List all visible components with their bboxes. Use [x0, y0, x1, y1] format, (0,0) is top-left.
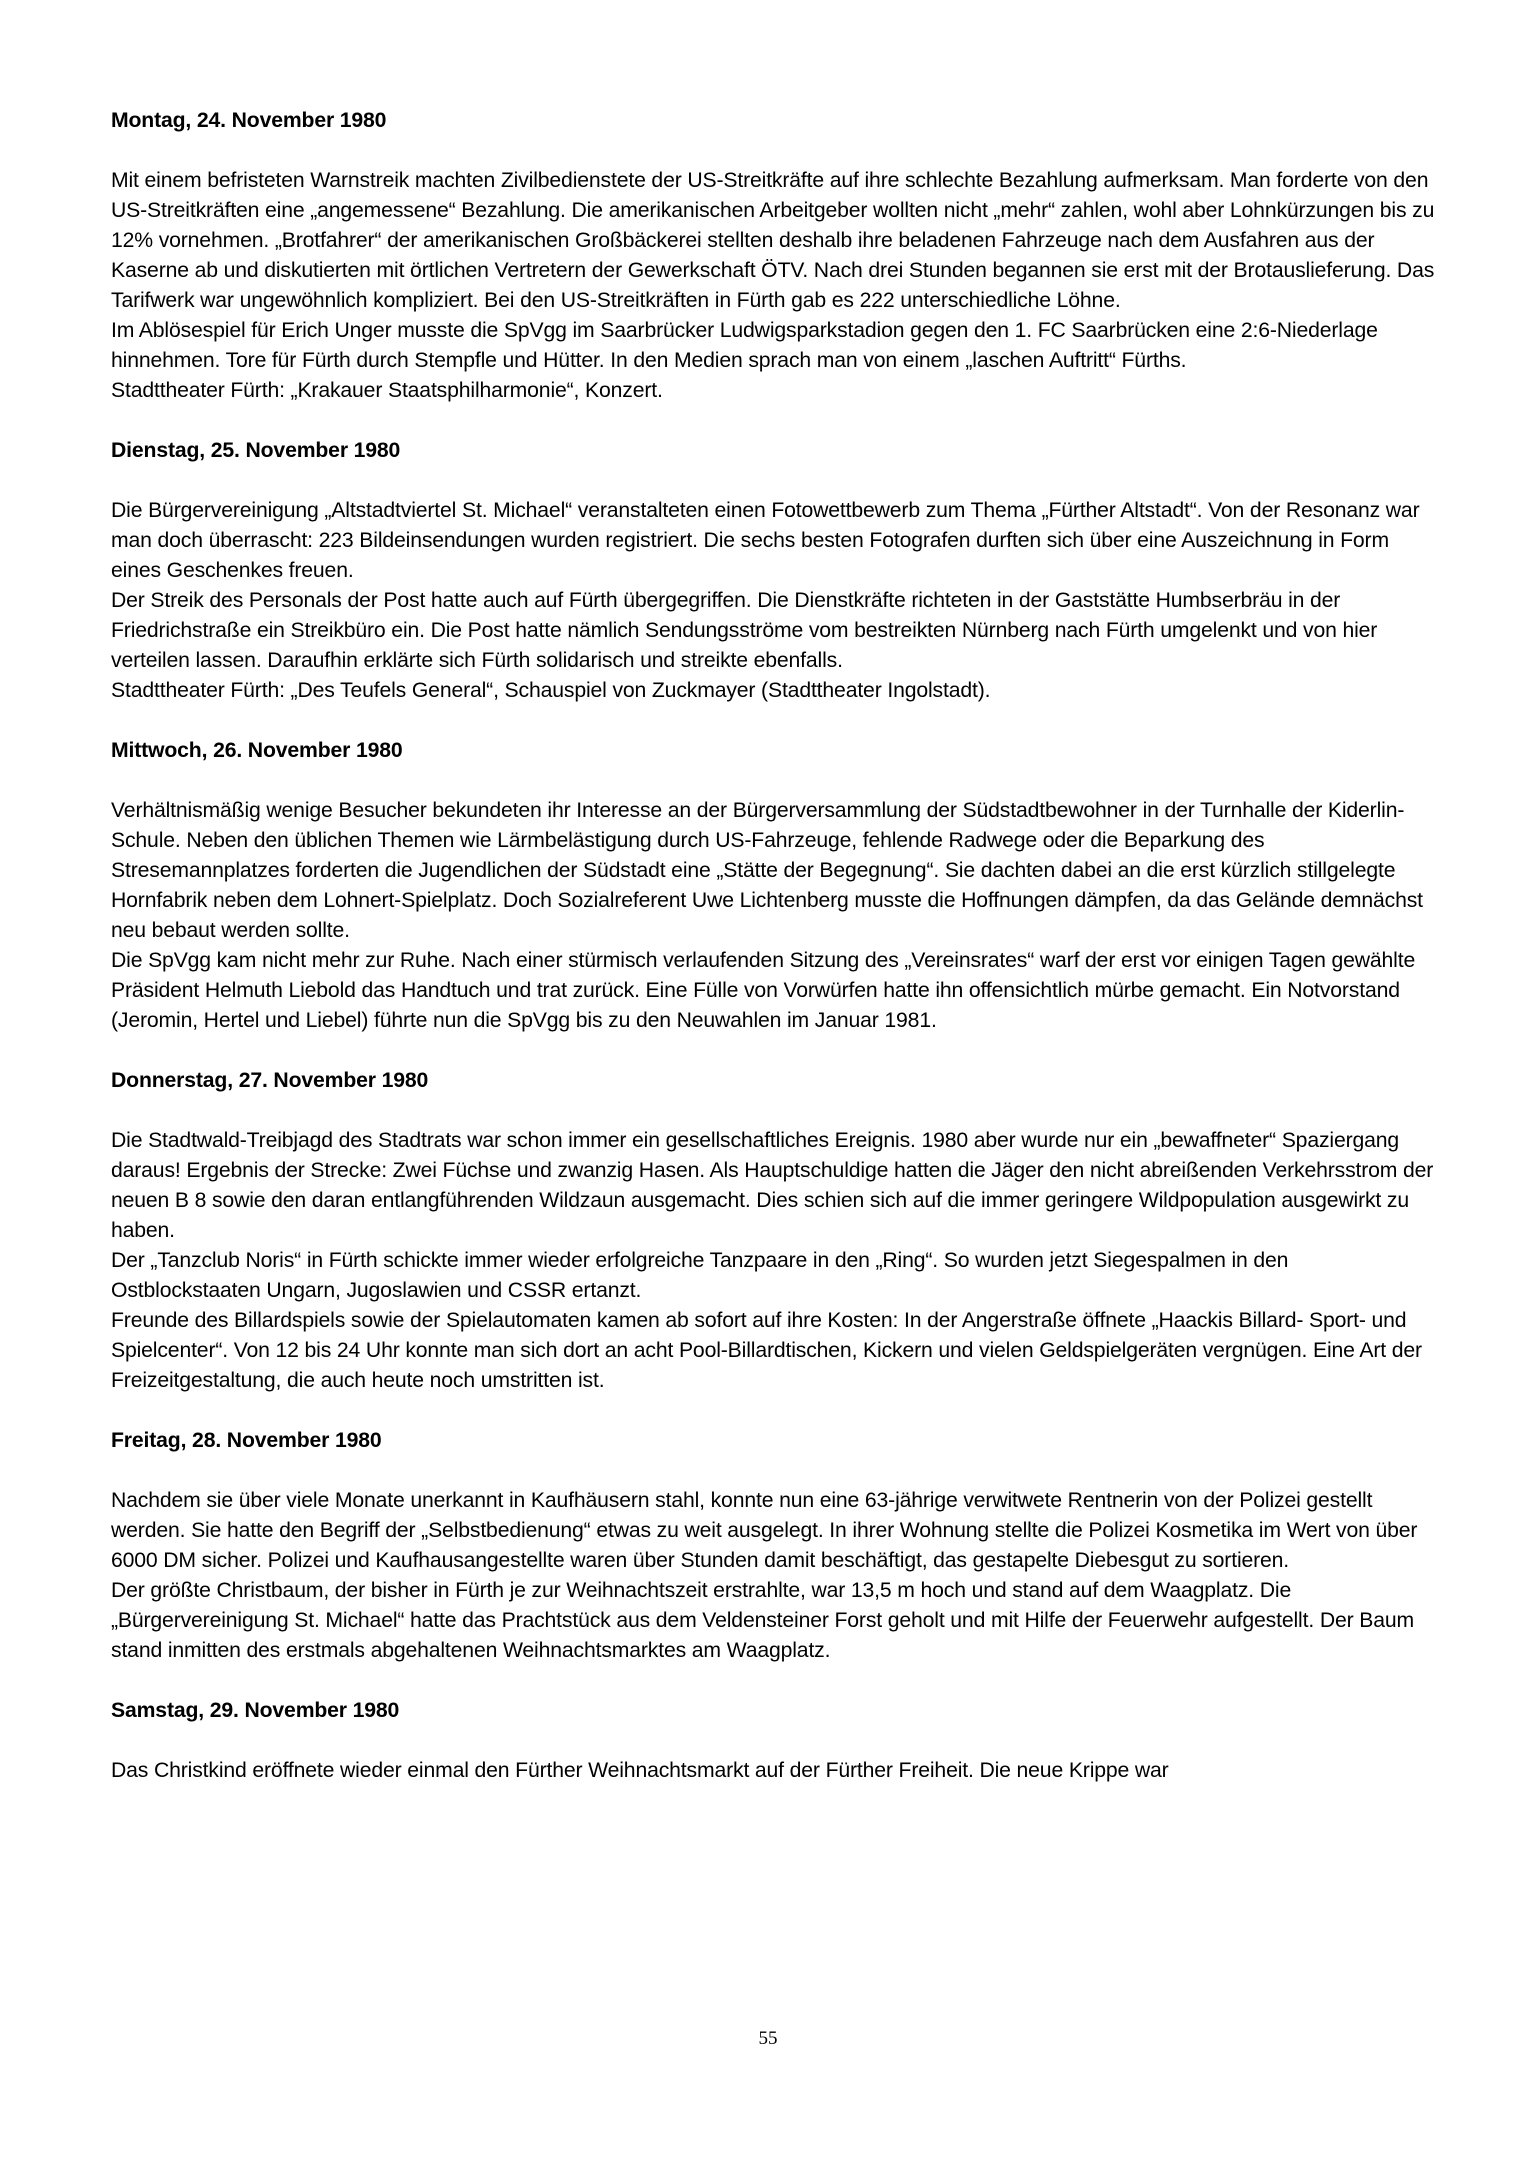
paragraph: Der größte Christbaum, der bisher in Fürth je zur Weihnachtszeit erstrahlte, war 13,5 m hoch und stand auf dem Waagplatz. Die „Bürgervereinigung St. Michael“ hatte das Prachtstück aus dem Veldensteiner Forst geholt und mit Hilfe der Feuerwehr aufgestellt. Der Baum stand inmitten des erstmals abgehaltenen Weihnachtsmarktes am Waagplatz. — [111, 1579, 1414, 1662]
paragraph: Die Stadtwald-Treibjagd des Stadtrats war schon immer ein gesellschaftliches Ereignis. 1980 aber wurde nur ein „bewaffneter“ Spaziergang daraus! Ergebnis der Strecke: Zwei Füchse und zwanzig Hasen. Als Hauptschuldige hatten die Jäger den nicht abreißenden Verkehrsstrom der neuen B 8 sowie den daran entlangführenden Wildzaun ausgemacht. Dies schien sich auf die immer geringere Wildpopulation ausgewirkt zu haben. — [111, 1129, 1434, 1242]
paragraph: Mit einem befristeten Warnstreik machten Zivilbedienstete der US-Streitkräfte auf ihre schlechte Bezahlung aufmerksam. Man forderte von den US-Streitkräften eine „angemessene“ Bezahlung. Die amerikanischen Arbeitgeber wollten nicht „mehr“ zahlen, wohl aber Lohnkürzungen bis zu 12% vornehmen. „Brotfahrer“ der amerikanischen Großbäckerei stellten deshalb ihre beladenen Fahrzeuge nach dem Ausfahren aus der Kaserne ab und diskutierten mit örtlichen Vertretern der Gewerkschaft ÖTV. Nach drei Stunden begannen sie erst mit der Brotauslieferung. Das Tarifwerk war ungewöhnlich kompliziert. Bei den US-Streitkräften in Fürth gab es 222 unterschiedliche Löhne. — [111, 169, 1435, 312]
day-section-tuesday — [111, 436, 1441, 706]
day-heading: Dienstag, 25. November 1980 — [111, 439, 401, 462]
day-heading: Mittwoch, 26. November 1980 — [111, 739, 403, 762]
page-number: 55 — [758, 2028, 778, 2049]
paragraph: Stadttheater Fürth: „Krakauer Staatsphilharmonie“, Konzert. — [111, 379, 663, 402]
day-heading: Donnerstag, 27. November 1980 — [111, 1069, 429, 1092]
day-section-wednesday — [111, 736, 1441, 1036]
day-section-saturday — [111, 1696, 1441, 1786]
paragraph: Die SpVgg kam nicht mehr zur Ruhe. Nach einer stürmisch verlaufenden Sitzung des „Vereinsrates“ warf der erst vor einigen Tagen gewählte Präsident Helmuth Liebold das Handtuch und trat zurück. Eine Fülle von Vorwürfen hatte ihn offensichtlich mürbe gemacht. Ein Notvorstand (Jeromin, Hertel und Liebel) führte nun die SpVgg bis zu den Neuwahlen im Januar 1981. — [111, 949, 1416, 1032]
paragraph: Der „Tanzclub Noris“ in Fürth schickte immer wieder erfolgreiche Tanzpaare in den „Ring“. So wurden jetzt Siegespalmen in den Ostblockstaaten Ungarn, Jugoslawien und CSSR ertanzt. — [111, 1249, 1289, 1302]
page-content — [111, 106, 1441, 1816]
paragraph: Verhältnismäßig wenige Besucher bekundeten ihr Interesse an der Bürgerversammlung der Südstadtbewohner in der Turnhalle der Kiderlin-Schule. Neben den üblichen Themen wie Lärmbelästigung durch US-Fahrzeuge, fehlende Radwege oder die Beparkung des Stresemannplatzes forderten die Jugendlichen der Südstadt eine „Stätte der Begegnung“. Sie dachten dabei an die erst kürzlich stillgelegte Hornfabrik neben dem Lohnert-Spielplatz. Doch Sozialreferent Uwe Lichtenberg musste die Hoffnungen dämpfen, da das Gelände demnächst neu bebaut werden sollte. — [111, 799, 1423, 942]
day-section-thursday — [111, 1066, 1441, 1396]
paragraph: Nachdem sie über viele Monate unerkannt in Kaufhäusern stahl, konnte nun eine 63-jährige verwitwete Rentnerin von der Polizei gestellt werden. Sie hatte den Begriff der „Selbstbedienung“ etwas zu weit ausgelegt. In ihrer Wohnung stellte die Polizei Kosmetika im Wert von über 6000 DM sicher. Polizei und Kaufhausangestellte waren über Stunden damit beschäftigt, das gestapelte Diebesgut zu sortieren. — [111, 1489, 1418, 1572]
paragraph: Stadttheater Fürth: „Des Teufels General“, Schauspiel von Zuckmayer (Stadttheater Ingolstadt). — [111, 679, 991, 702]
day-heading: Samstag, 29. November 1980 — [111, 1699, 400, 1722]
paragraph: Im Ablösespiel für Erich Unger musste die SpVgg im Saarbrücker Ludwigsparkstadion gegen den 1. FC Saarbrücken eine 2:6-Niederlage hinnehmen. Tore für Fürth durch Stempfle und Hütter. In den Medien sprach man von einem „laschen Auftritt“ Fürths. — [111, 319, 1378, 372]
day-heading: Montag, 24. November 1980 — [111, 109, 387, 132]
day-section-monday — [111, 106, 1441, 406]
paragraph: Der Streik des Personals der Post hatte auch auf Fürth übergegriffen. Die Dienstkräfte richteten in der Gaststätte Humbserbräu in der Friedrichstraße ein Streikbüro ein. Die Post hatte nämlich Sendungsströme vom bestreikten Nürnberg nach Fürth umgelenkt und von hier verteilen lassen. Daraufhin erklärte sich Fürth solidarisch und streikte ebenfalls. — [111, 589, 1378, 672]
day-heading: Freitag, 28. November 1980 — [111, 1429, 382, 1452]
paragraph: Die Bürgervereinigung „Altstadtviertel St. Michael“ veranstalteten einen Fotowettbewerb zum Thema „Fürther Altstadt“. Von der Resonanz war man doch überrascht: 223 Bildeinsendungen wurden registriert. Die sechs besten Fotografen durften sich über eine Auszeichnung in Form eines Geschenkes freuen. — [111, 499, 1420, 582]
day-section-friday — [111, 1426, 1441, 1666]
paragraph: Freunde des Billardspiels sowie der Spielautomaten kamen ab sofort auf ihre Kosten: In der Angerstraße öffnete „Haackis Billard- Sport- und Spielcenter“. Von 12 bis 24 Uhr konnte man sich dort an acht Pool-Billardtischen, Kickern und vielen Geldspielgeräten vergnügen. Eine Art der Freizeitgestaltung, die auch heute noch umstritten ist. — [111, 1309, 1422, 1392]
paragraph: Das Christkind eröffnete wieder einmal den Fürther Weihnachtsmarkt auf der Fürther Freiheit. Die neue Krippe war — [111, 1759, 1169, 1782]
